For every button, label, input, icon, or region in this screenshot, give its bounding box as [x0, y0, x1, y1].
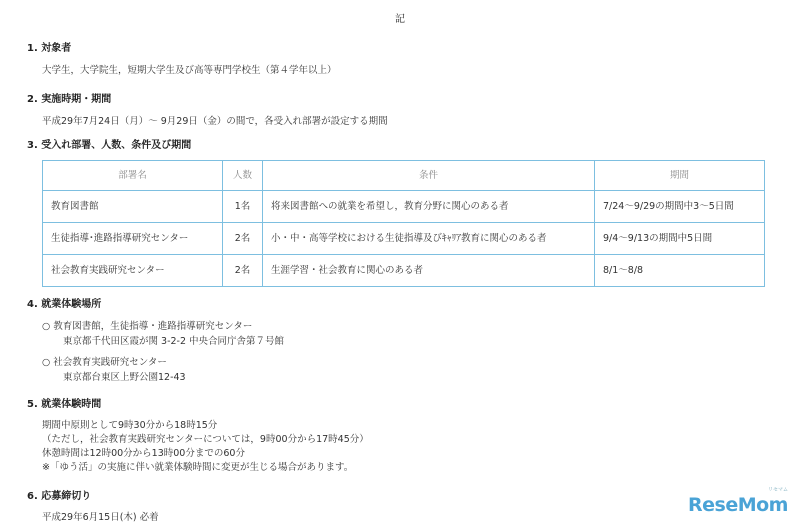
resemom-logo	[688, 487, 788, 517]
place-1-address: 東京都千代田区霞が関 3-2-2 中央合同庁舎第７号館	[63, 336, 285, 347]
cell-condition: 生涯学習・社会教育に関心のある者	[263, 254, 595, 286]
header-count: 人数	[223, 161, 263, 191]
page-title: 記	[395, 14, 405, 25]
cell-condition: 将来図書館への就業を希望し，教育分野に関心のある者	[263, 190, 595, 222]
cell-period: 8/1～8/8	[595, 254, 765, 286]
section-6-body: 平成29年6月15日(木) 必着	[42, 512, 159, 523]
header-condition: 条件	[263, 161, 595, 191]
cell-period: 7/24～9/29の期間中3～5日間	[595, 190, 765, 222]
department-table	[42, 160, 765, 287]
cell-department: 社会教育実践研究センター	[43, 254, 223, 286]
hours-line: ※「ゆう活」の実施に伴い就業体験時間に変更が生じる場合があります。	[42, 462, 354, 473]
cell-count: 1名	[223, 190, 263, 222]
logo-ruby: リセマム	[768, 487, 788, 493]
section-6-heading: 6. 応募締切り	[27, 491, 92, 502]
section-3-heading: 3. 受入れ部署、人数、条件及び期間	[27, 140, 192, 151]
cell-count: 2名	[223, 254, 263, 286]
place-2-address: 東京都台東区上野公園12-43	[63, 372, 186, 383]
section-1-heading: 1. 対象者	[27, 43, 72, 54]
table-row	[43, 222, 765, 254]
header-department: 部署名	[43, 161, 223, 191]
section-2-heading: 2. 実施時期・期間	[27, 94, 112, 105]
table-row	[43, 254, 765, 286]
hours-line: （ただし，社会教育実践研究センターについては，9時00分から17時45分）	[42, 434, 369, 445]
cell-department: 生徒指導･進路指導研究センター	[43, 222, 223, 254]
cell-condition: 小・中・高等学校における生徒指導及びｷｬﾘｱ教育に関心のある者	[263, 222, 595, 254]
cell-count: 2名	[223, 222, 263, 254]
table-row	[43, 190, 765, 222]
hours-line: 休憩時間は12時00分から13時00分までの60分	[42, 448, 245, 459]
hours-line: 期間中原則として9時30分から18時15分	[42, 420, 218, 431]
place-1-name: ○ 教育図書館，生徒指導・進路指導研究センター	[42, 321, 253, 332]
section-5-heading: 5. 就業体験時間	[27, 399, 102, 410]
cell-period: 9/4～9/13の期間中5日間	[595, 222, 765, 254]
section-2-body: 平成29年7月24日（月）～ 9月29日（金）の間で，各受入れ部署が設定する期間	[42, 116, 388, 127]
place-2-name: ○ 社会教育実践研究センター	[42, 357, 167, 368]
logo-text: ReseMom	[688, 494, 788, 516]
header-period: 期間	[595, 161, 765, 191]
table-header-row	[43, 161, 765, 191]
section-1-body: 大学生，大学院生，短期大学生及び高等専門学校生（第４学年以上）	[42, 65, 337, 76]
cell-department: 教育図書館	[43, 190, 223, 222]
section-4-heading: 4. 就業体験場所	[27, 299, 102, 310]
